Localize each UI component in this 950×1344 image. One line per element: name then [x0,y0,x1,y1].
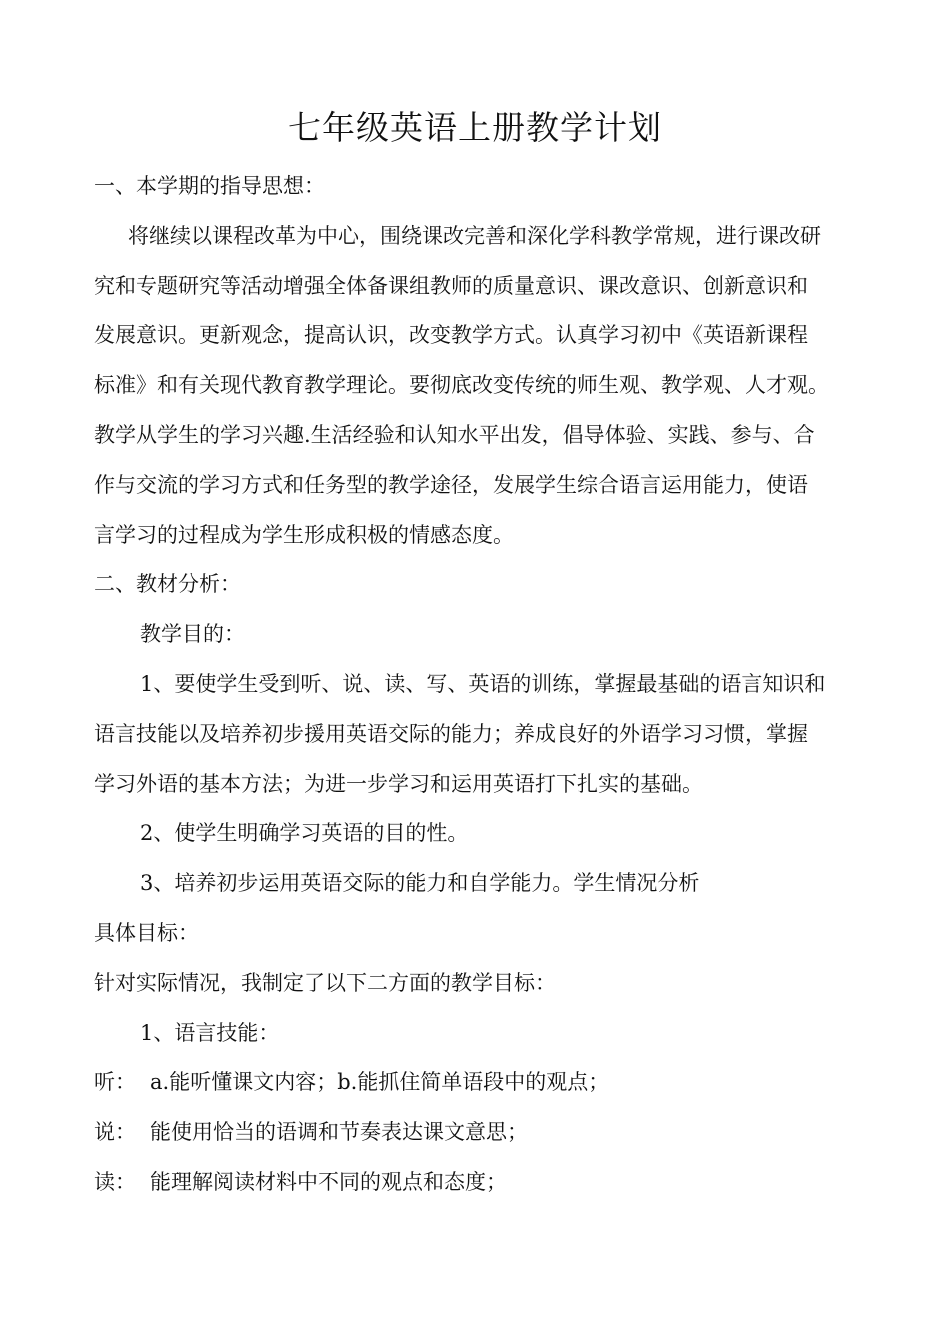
skill-row-reading [94,1158,856,1208]
skill-row-listening [94,1058,856,1108]
purpose-item-1-line: 语言技能以及培养初步援用英语交际的能力；养成良好的外语学习习惯，掌握 [94,721,808,746]
skill-label: 听： [94,1070,136,1095]
purpose-item-3: 3、培养初步运用英语交际的能力和自学能力。学生情况分析 [140,871,700,896]
purpose-item-1-line: 1、要使学生受到听、说、读、写、英语的训练，掌握最基础的语言知识和 [140,671,826,696]
goals-intro: 针对实际情况，我制定了以下二方面的教学目标： [94,970,556,995]
paragraph-line: 将继续以课程改革为中心，围绕课改完善和深化学科教学常规，进行课改研 [128,223,821,248]
skill-text: 能使用恰当的语调和节奏表达课文意思； [150,1120,528,1145]
document-title: 七年级英语上册教学计划 [288,108,662,147]
skill-row-speaking [94,1108,856,1158]
skill-label: 说： [94,1120,136,1145]
purpose-item-2: 2、使学生明确学习英语的目的性。 [140,821,469,846]
document-body [94,162,856,1208]
skill-label: 读： [94,1169,136,1194]
skill-text: a.能听懂课文内容；b.能抓住简单语段中的观点； [150,1070,610,1095]
section-heading-specific-goals: 具体目标： [94,920,199,945]
paragraph-line: 教学从学生的学习兴趣.生活经验和认知水平出发，倡导体验、实践、参与、合 [94,422,815,447]
paragraph-line: 作与交流的学习方式和任务型的教学途径，发展学生综合语言运用能力，使语 [94,472,808,497]
paragraph-line: 发展意识。更新观念，提高认识，改变教学方式。认真学习初中《英语新课程 [94,323,808,348]
paragraph-line: 究和专题研究等活动增强全体备课组教师的质量意识、课改意识、创新意识和 [94,273,808,298]
section-heading-guiding-ideology: 一、本学期的指导思想： [94,174,325,198]
section-heading-textbook-analysis: 二、教材分析： [94,572,241,597]
skill-text: 能理解阅读材料中不同的观点和态度； [150,1169,507,1194]
purpose-item-1-line: 学习外语的基本方法；为进一步学习和运用英语打下扎实的基础。 [94,771,703,796]
subheading-teaching-purpose: 教学目的： [140,622,245,647]
paragraph-line: 标准》和有关现代教育教学理论。要彻底改变传统的师生观、教学观、人才观。 [94,373,829,398]
skills-heading: 1、语言技能： [140,1020,280,1045]
paragraph-line: 言学习的过程成为学生形成积极的情感态度。 [94,522,514,547]
